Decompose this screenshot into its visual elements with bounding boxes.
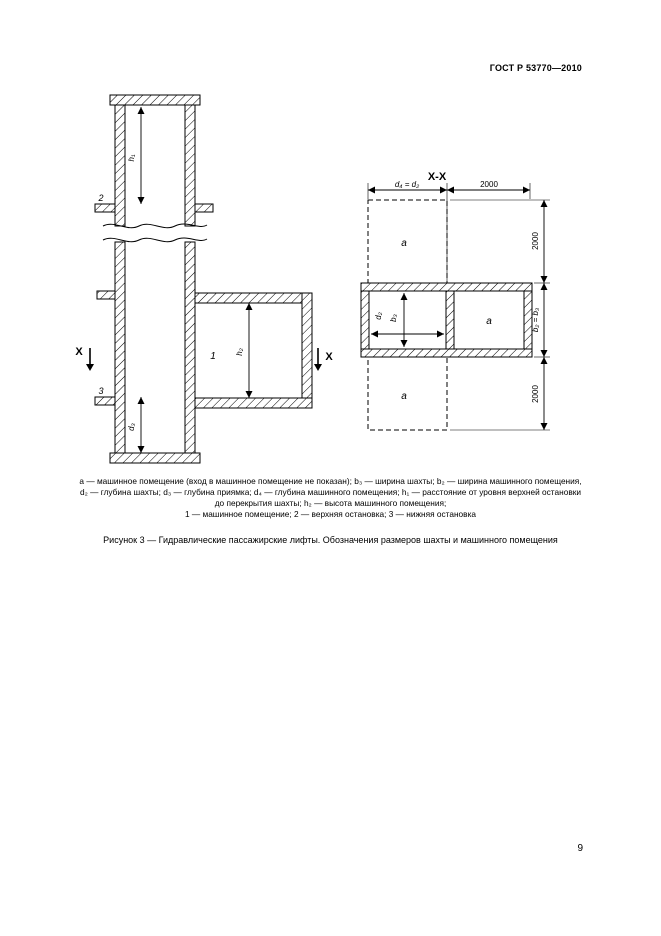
legend-line: 1 — машинное помещение; 2 — верхняя остановка; 3 — нижняя остановка <box>184 509 477 519</box>
mark-lower-landing: 3 <box>98 386 104 396</box>
section-mark-right-label: X <box>325 351 333 363</box>
plan-view <box>361 171 550 430</box>
landing2-slab-right <box>195 204 213 212</box>
plan-title: X-X <box>427 171 447 183</box>
legend-line: d₂ — глубина шахты; d₃ — глубина приямка; d₄ — глубина машинного помещения; h₁ — расстояние от уровня верхней остановки <box>79 487 581 497</box>
dim-label-b2-equals-b3: b₂ = b₃ <box>531 307 540 333</box>
dim-label-2000-right-bottom: 2000 <box>531 385 540 403</box>
machine-room-ceiling <box>195 293 312 303</box>
section-structure <box>95 95 312 463</box>
plan-wall-left <box>361 291 369 349</box>
figure-drawing <box>0 80 661 480</box>
legend-line: а — машинное помещение (вход в машинное помещение не показан); b₃ — ширина шахты; b₂ — ширина машинного помещения, <box>79 476 582 486</box>
pit-floor-slab <box>110 453 200 463</box>
plan-wall-top <box>361 283 532 291</box>
dim-label-d4-equals-d2: d₄ = d₂ <box>394 180 420 189</box>
dim-label-2000-top: 2000 <box>480 180 498 189</box>
shaft-top-slab <box>110 95 200 105</box>
section-mark-left-arrow <box>86 364 94 371</box>
figure-legend <box>0 476 661 520</box>
machine-room-variant-bottom <box>368 357 447 430</box>
break-line-bottom <box>103 238 207 242</box>
section-mark-left <box>75 346 94 371</box>
landing3-slab-left <box>95 397 115 405</box>
legend-line: до перекрытия шахты; h₂ — высота машинного помещения; <box>214 498 447 508</box>
landing2-slab-left <box>95 204 115 212</box>
mark-machine-room: 1 <box>210 351 216 362</box>
shaft-wall-right-lower <box>185 242 195 453</box>
machine-room-variant-top <box>368 200 447 283</box>
machine-room-wall-right <box>302 293 312 408</box>
plan-wall-divider <box>446 291 454 349</box>
mid-slab-left <box>97 291 115 299</box>
room-label-top: а <box>401 238 407 249</box>
dim-label-h2: h₂ <box>235 348 244 356</box>
page-number: 9 <box>577 843 583 854</box>
section-view <box>75 95 333 463</box>
figure-caption: Рисунок 3 — Гидравлические пассажирские лифты. Обозначения размеров шахты и машинного помещения <box>103 535 558 545</box>
plan-wall-bottom <box>361 349 532 357</box>
shaft-wall-left-upper <box>115 105 125 226</box>
document-number: ГОСТ Р 53770—2010 <box>489 63 582 73</box>
dim-label-b3: b₃ <box>389 314 398 322</box>
dim-label-2000-right-top: 2000 <box>531 232 540 250</box>
dim-label-d2: d₂ <box>374 312 383 320</box>
shaft-wall-left-lower <box>115 242 125 453</box>
shaft-wall-right-upper <box>185 105 195 226</box>
room-label-mid: а <box>486 316 492 327</box>
mark-upper-landing: 2 <box>98 193 104 203</box>
dim-label-d3: d₃ <box>127 423 136 431</box>
section-mark-right <box>314 348 333 371</box>
section-mark-left-label: X <box>75 346 83 358</box>
plan-structure <box>361 283 532 357</box>
machine-room-floor <box>195 398 312 408</box>
section-mark-right-arrow <box>314 364 322 371</box>
dim-label-h1: h₁ <box>127 154 136 162</box>
extension-lines <box>368 183 550 430</box>
room-label-bottom: а <box>401 391 407 402</box>
